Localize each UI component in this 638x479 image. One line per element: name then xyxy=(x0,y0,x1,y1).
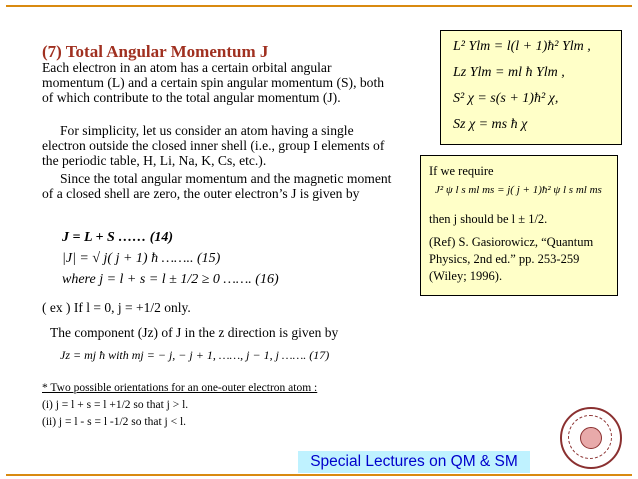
footnote-heading: * Two possible orientations for an one-outer electron atom : xyxy=(42,382,318,394)
closed-shell-paragraph: Since the total angular momentum and the magnetic moment of a closed shell are zero, the outer electron’s J is given by xyxy=(42,171,392,202)
university-seal-icon xyxy=(560,407,622,469)
then-text: then j should be l ± 1/2. xyxy=(429,212,548,226)
component-text: The component (Jz) of J in the z direction is given by xyxy=(50,325,339,340)
eigen-L2: L² Ylm = l(l + 1)ħ² Ylm , xyxy=(453,39,591,54)
equation-15: |J| = √ j( j + 1) ħ …….. (15) xyxy=(62,251,221,266)
equation-14: J = L + S …… (14) xyxy=(62,230,174,245)
top-border xyxy=(6,5,632,7)
eigen-Lz: Lz Ylm = ml ħ Ylm , xyxy=(453,65,565,80)
j-squared-equation: J² ψ l s ml ms = j( j + 1)ħ² ψ l s ml ms xyxy=(435,184,602,196)
footnote-line-2: (ii) j = l - s = l -1/2 so that j < l. xyxy=(42,416,187,428)
requirement-box xyxy=(420,155,618,296)
footnote-line-1: (i) j = l + s = l +1/2 so that j > l. xyxy=(42,399,189,411)
require-text: If we require xyxy=(429,164,494,178)
eigen-S2: S² χ = s(s + 1)ħ² χ, xyxy=(453,91,559,106)
example-line: ( ex ) If l = 0, j = +1/2 only. xyxy=(42,300,191,315)
intro-paragraph: Each electron in an atom has a certain orbital angular momentum (L) and a certain spin angular momentum (S), both of which contribute to the total angular momentum (J). xyxy=(42,60,385,106)
simple-atom-paragraph: For simplicity, let us consider an atom having a single electron outside the closed inner shell (i.e., group I elements of the periodic table, H, Li, Na, K, Cs, etc.). xyxy=(42,123,385,169)
bottom-border xyxy=(6,474,632,476)
equation-17: Jz = mj ħ with mj = − j, − j + 1, ……, j − 1, j ……. (17) xyxy=(60,348,330,362)
lecture-banner: Special Lectures on QM & SM xyxy=(298,451,530,473)
eigenvalue-box xyxy=(440,30,622,145)
reference-text: (Ref) S. Gasiorowicz, “Quantum Physics, 2nd ed.” pp. 253-259 (Wiley; 1996). xyxy=(429,235,594,283)
slide-title: (7) Total Angular Momentum J xyxy=(42,42,269,61)
equation-16: where j = l + s = l ± 1/2 ≥ 0 ……. (16) xyxy=(62,272,279,287)
eigen-Sz: Sz χ = ms ħ χ xyxy=(453,117,528,132)
